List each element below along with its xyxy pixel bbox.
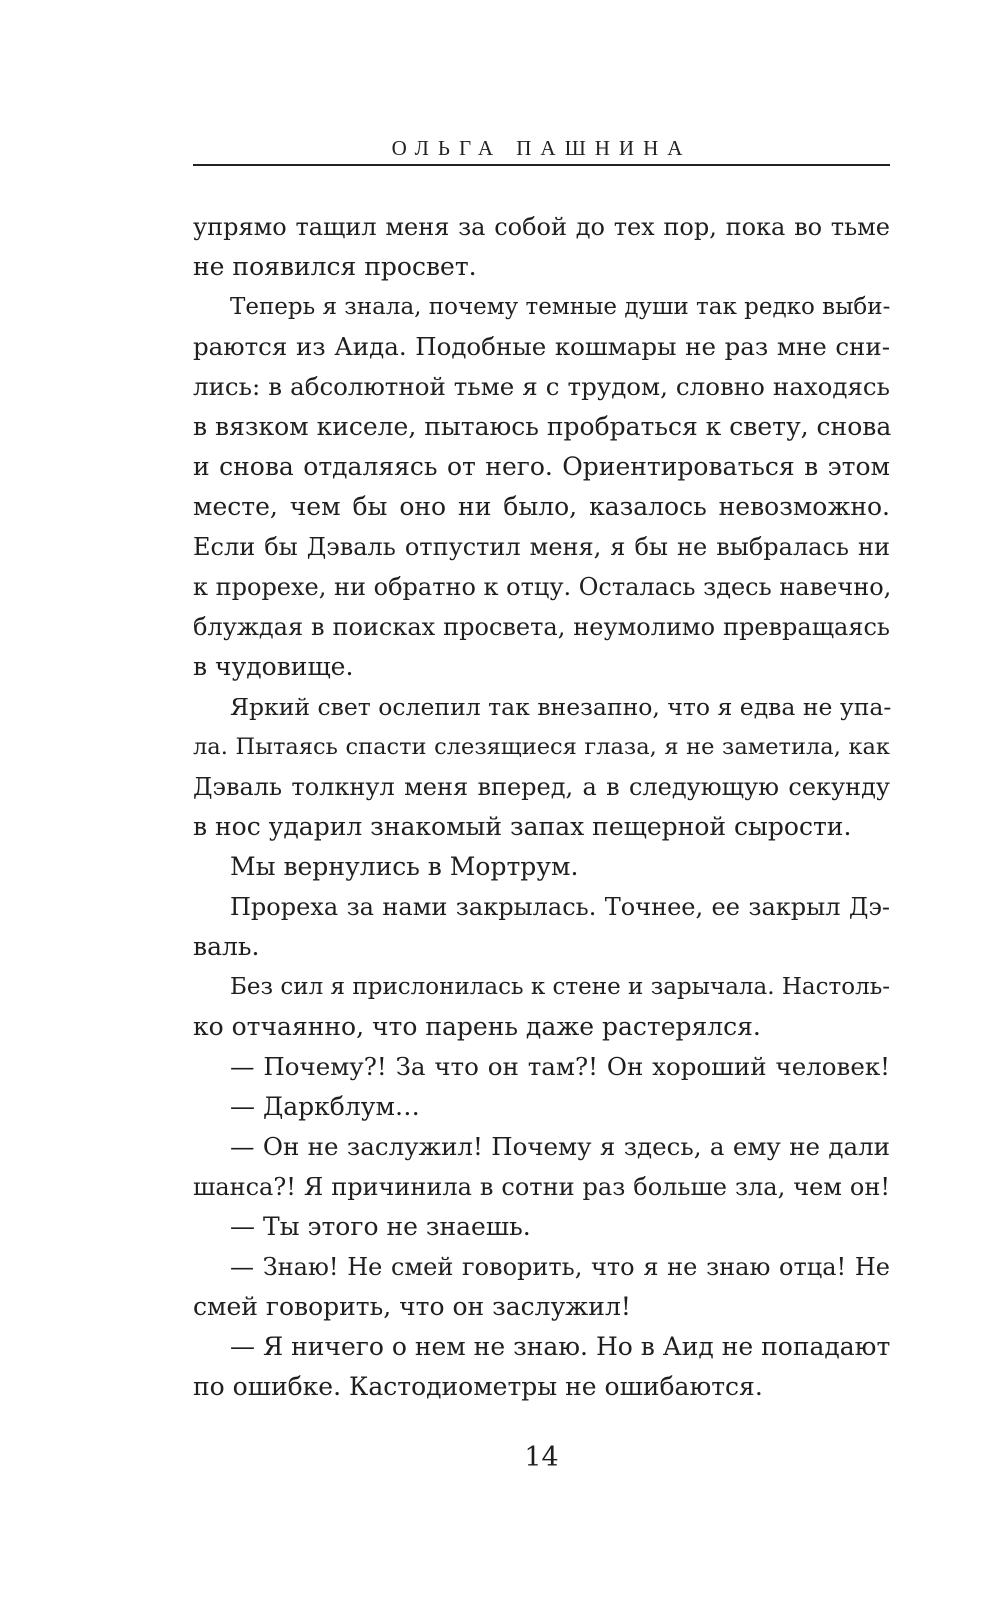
text-line: Дэваль толкнул меня вперед, а в следующую секунду	[193, 773, 890, 801]
text-line: Мы вернулись в Мортрум.	[230, 852, 579, 881]
text-line: в нос ударил знакомый запах пещерной сырости.	[193, 812, 852, 841]
page-number: 14	[524, 1442, 559, 1473]
text-line: ко отчаянно, что парень даже растерялся.	[193, 1012, 761, 1041]
text-line: раются из Аида. Подобные кошмары не раз мне сни-	[193, 332, 890, 361]
text-line: — Почему?! За что он там?! Он хороший человек!	[230, 1052, 890, 1081]
text-line: — Даркблум…	[230, 1092, 420, 1121]
text-line: к прорехе, ни обратно к отцу. Осталась здесь навечно,	[193, 573, 892, 601]
text-line: Если бы Дэваль отпустил меня, я бы не выбралась ни	[193, 533, 890, 561]
text-line: — Я ничего о нем не знаю. Но в Аид не попадают	[230, 1332, 891, 1361]
text-line: блуждая в поисках просвета, неумолимо превращаясь	[193, 613, 890, 641]
text-line: упрямо тащил меня за собой до тех пор, пока во тьме	[193, 213, 890, 241]
text-line: валь.	[193, 932, 260, 961]
text-line: не появился просвет.	[193, 252, 477, 281]
text-line: ла. Пытаясь спасти слезящиеся глаза, я не заметила, как	[193, 734, 890, 760]
running-head-author: ОЛЬГА ПАШНИНА	[391, 136, 692, 160]
text-line: Без сил я прислонилась к стене и зарычала. Настоль-	[230, 974, 890, 1000]
text-line: — Он не заслужил! Почему я здесь, а ему не дали	[230, 1132, 890, 1161]
text-line: в вязком киселе, пытаюсь пробраться к свету, снова	[193, 412, 892, 441]
text-line: лись: в абсолютной тьме я с трудом, словно находясь	[193, 372, 890, 401]
text-line: — Ты этого не знаешь.	[230, 1212, 531, 1241]
text-line: Теперь я знала, почему темные души так редко выби-	[230, 294, 891, 320]
text-line: месте, чем бы оно ни было, казалось невозможно.	[193, 492, 890, 521]
body-text	[193, 207, 890, 1407]
text-line: и снова отдаляясь от него. Ориентироваться в этом	[193, 452, 890, 481]
text-line: Прореха за нами закрылась. Точнее, ее закрыл Дэ-	[230, 893, 890, 921]
text-line: смей говорить, что он заслужил!	[193, 1292, 631, 1321]
text-line: в чудовище.	[193, 652, 354, 681]
text-line: — Знаю! Не смей говорить, что я не знаю отца! Не	[230, 1253, 890, 1281]
header-rule	[193, 164, 890, 166]
text-line: Яркий свет ослепил так внезапно, что я едва не упа-	[230, 693, 892, 721]
text-line: шанса?! Я причинила в сотни раз больше зла, чем он!	[193, 1173, 890, 1201]
text-line: по ошибке. Кастодиометры не ошибаются.	[193, 1372, 763, 1401]
